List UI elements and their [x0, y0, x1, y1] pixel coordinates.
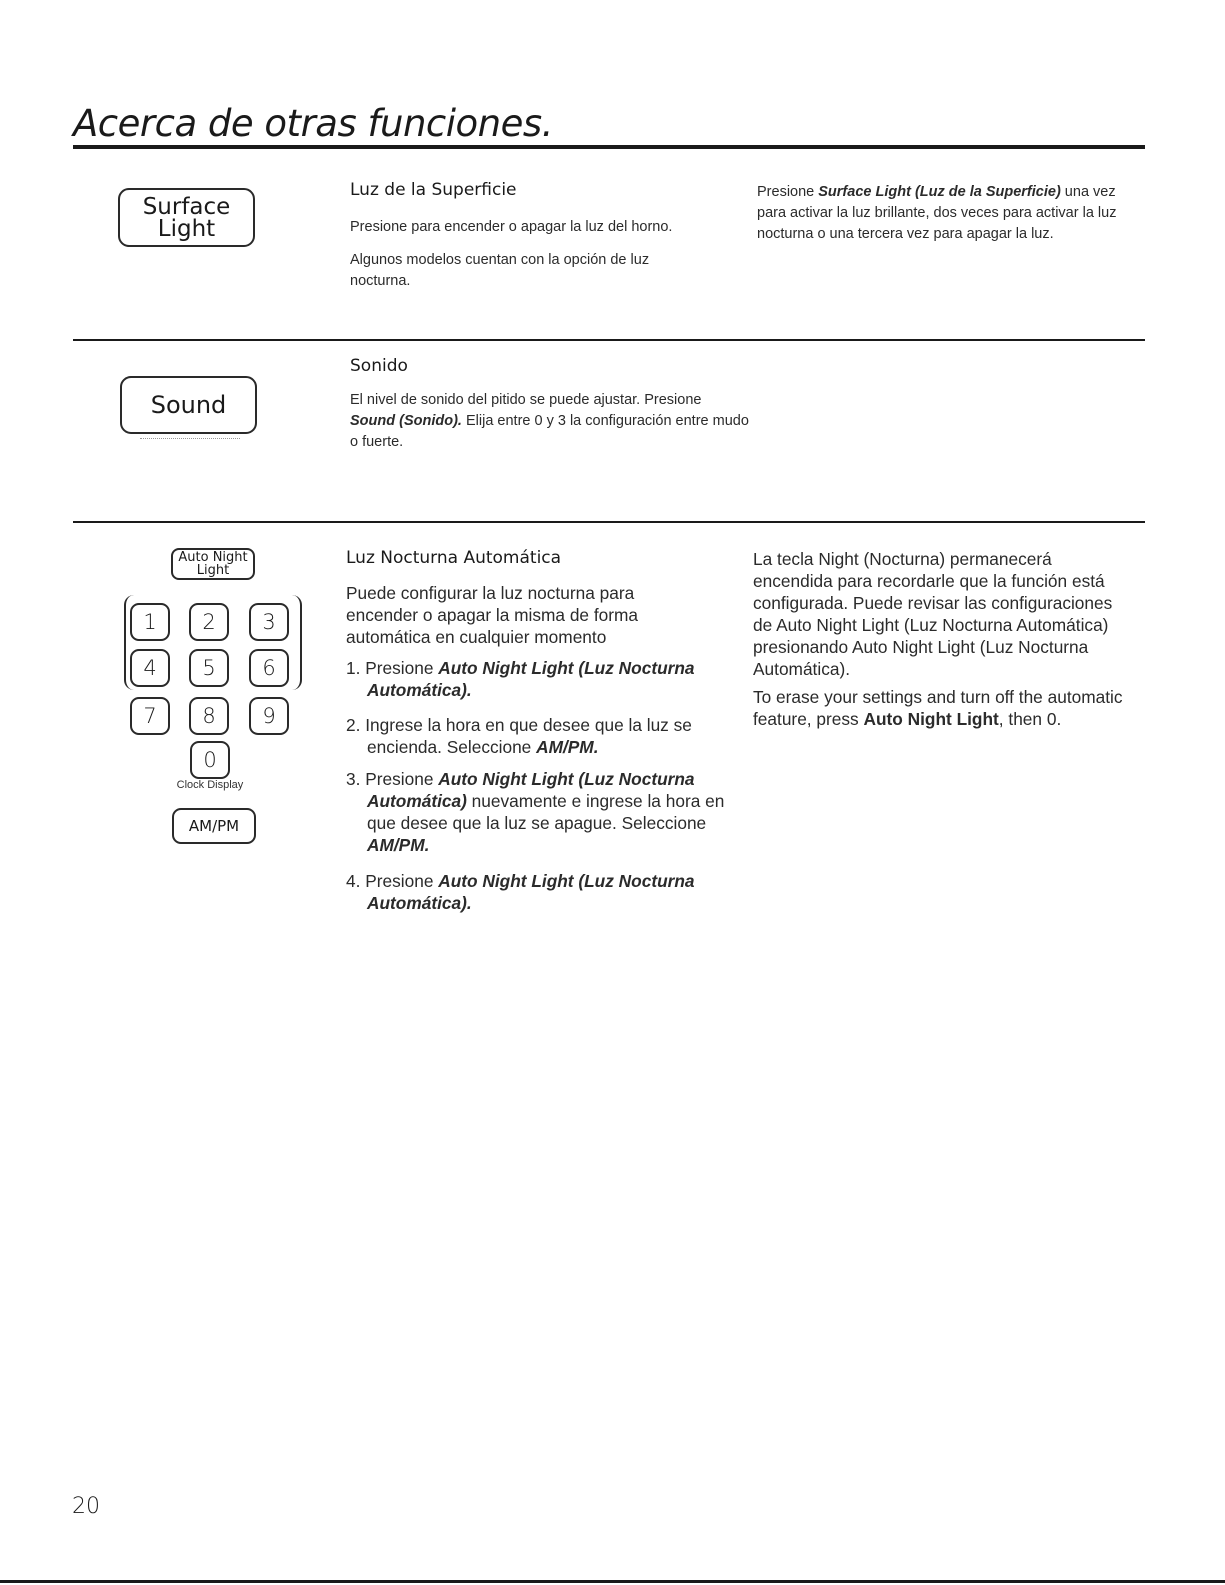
keypad-key-2[interactable]: 2 — [189, 603, 229, 641]
keypad-key-1[interactable]: 1 — [130, 603, 170, 641]
auto-night-light-button[interactable] — [171, 548, 255, 580]
step-1-key-name: Auto Night Light (Luz Nocturna Automática). — [367, 658, 695, 700]
sound-description — [350, 390, 750, 453]
step-3-number: 3. — [346, 769, 366, 789]
auto-night-light-button-line2: Light — [196, 563, 230, 578]
sound-button[interactable] — [120, 376, 257, 434]
keypad-key-9[interactable]: 9 — [249, 697, 289, 735]
step-4-text: Presione — [365, 871, 439, 891]
step-4 — [346, 870, 752, 914]
step-2 — [346, 714, 752, 758]
surface-light-night-option-note: Algunos modelos cuentan con la opción de luz nocturna. — [350, 252, 650, 289]
step-3-ampm-name: AM/PM. — [367, 835, 430, 855]
step-2-number: 2. — [346, 715, 366, 735]
clock-display-label: Clock Display — [176, 779, 244, 791]
section-divider — [73, 339, 1145, 341]
erase-settings-key-name: Auto Night Light — [863, 709, 999, 729]
step-4-number: 4. — [346, 871, 366, 891]
sound-desc-post: Elija entre 0 y 3 la configuración entre mudo o fuerte. — [350, 413, 749, 450]
sound-button-label: Sound — [150, 391, 227, 419]
step-2-text: Ingrese la hora en que desee que la luz se encienda. Seleccione — [365, 715, 692, 757]
surface-light-button-line2: Light — [157, 215, 216, 242]
surface-light-press-post: una vez para activar la luz brillante, dos veces para activar la luz nocturna o una tercera vez para apagar la luz. — [757, 184, 1117, 242]
title-rule — [73, 145, 1145, 149]
bottom-edge-rule — [0, 1580, 1225, 1583]
ampm-button-label: AM/PM — [188, 817, 240, 835]
step-4-key-name: Auto Night Light (Luz Nocturna Automática). — [367, 871, 695, 913]
step-1-number: 1. — [346, 658, 366, 678]
step-1-text: Presione — [365, 658, 439, 678]
surface-light-press-instructions — [757, 182, 1142, 245]
step-3-text-mid: nuevamente e ingrese la hora en que desee que la luz se apague. Seleccione — [367, 791, 725, 833]
erase-settings-pre: To erase your settings and turn off the automatic feature, press — [753, 687, 1123, 729]
surface-light-description: Presione para encender o apagar la luz del horno. — [350, 219, 673, 235]
step-3 — [346, 768, 752, 856]
keypad-key-5[interactable]: 5 — [189, 649, 229, 687]
surface-light-press-pre: Presione — [757, 184, 819, 200]
surface-light-key-name: Surface Light (Luz de la Superficie) — [818, 184, 1061, 200]
sound-heading: Sonido — [350, 356, 408, 376]
erase-settings-post: , then 0. — [998, 709, 1062, 729]
step-3-text: Presione — [365, 769, 439, 789]
surface-light-button-line1: Surface — [142, 193, 231, 220]
step-3-key-name: Auto Night Light (Luz Nocturna Automática) — [367, 769, 695, 811]
keypad-key-6[interactable]: 6 — [249, 649, 289, 687]
night-key-reminder-note: La tecla Night (Nocturna) permanecerá encendida para recordarle que la función está configurada. Puede revisar las configuraciones de Auto Night Light (Luz Nocturna Automática) presionando Auto Night Light (Luz Nocturna Automática). — [753, 549, 1113, 679]
sound-desc-pre: El nivel de sonido del pitido se puede ajustar. Presione — [350, 392, 702, 408]
page-number: 20 — [72, 1494, 100, 1519]
step-1 — [346, 657, 752, 701]
surface-light-heading: Luz de la Superficie — [350, 180, 517, 200]
keypad-key-8[interactable]: 8 — [189, 697, 229, 735]
erase-settings-note — [753, 686, 1128, 730]
surface-light-button[interactable] — [118, 188, 255, 247]
ampm-button[interactable] — [172, 808, 256, 844]
keypad-key-4[interactable]: 4 — [130, 649, 170, 687]
auto-night-light-button-line1: Auto Night — [178, 550, 248, 565]
auto-night-light-heading: Luz Nocturna Automática — [346, 548, 562, 568]
keypad-key-7[interactable]: 7 — [130, 697, 170, 735]
sound-button-shadow — [140, 438, 240, 439]
sound-key-name: Sound (Sonido). — [350, 413, 462, 429]
keypad-key-0[interactable]: 0 — [190, 741, 230, 779]
auto-night-light-intro: Puede configurar la luz nocturna para encender o apagar la misma de forma automática en cualquier momento — [346, 583, 639, 647]
section-divider — [73, 521, 1145, 523]
page-title: Acerca de otras funciones. — [73, 102, 553, 145]
keypad-key-3[interactable]: 3 — [249, 603, 289, 641]
step-2-key-name: AM/PM. — [536, 737, 599, 757]
